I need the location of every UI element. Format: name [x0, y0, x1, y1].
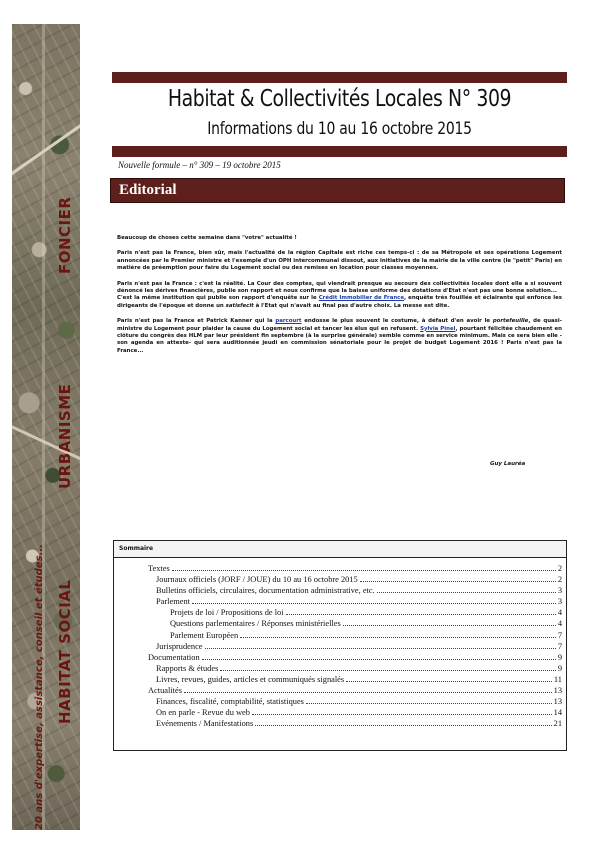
editorial-paragraph-2: Paris n'est pas la France, bien sûr, mais l'actualité de la région Capitale est riche ces temps-ci : de sa Métropole et ses opérations Logement annoncées par le Premier ministre et l'exemple d'un OPH intercommunal dissout, aux initiatives de la mairie de la ville centre (le "petit" Paris) en matière de préemption pour faire du Logement social ou des remises en location pour classes moyennes.	[117, 250, 562, 272]
toc-entry[interactable]: Textes 2	[148, 564, 562, 573]
sylvia-pinel-link[interactable]: Sylvia Pinel	[420, 325, 456, 332]
toc-entry[interactable]: Bulletins officiels, circulaires, documentation administrative, etc. 3	[156, 586, 562, 596]
toc-entry[interactable]: Parlement 3	[156, 597, 562, 607]
toc-entry[interactable]: Livres, revues, guides, articles et communiqués signalés 11	[156, 674, 562, 684]
sidebar-label-foncier: FONCIER	[56, 196, 74, 274]
parcourt-link[interactable]: parcourt	[275, 318, 302, 325]
credit-immobilier-link[interactable]: Crédit Immobilier de France	[318, 295, 405, 302]
toc-entry[interactable]: Jurisprudence 7	[156, 641, 562, 651]
toc-title: Sommaire	[119, 545, 154, 552]
header-bottom-bar	[112, 146, 567, 157]
toc-entry[interactable]: Projets de loi / Propositions de loi 4	[170, 608, 562, 618]
toc-entry[interactable]: Documentation 9	[148, 652, 562, 662]
editorial-body	[117, 235, 562, 363]
editorial-banner	[110, 178, 565, 203]
toc-entry[interactable]: Rapports & études 9	[156, 663, 562, 673]
editorial-paragraph-1: Beaucoup de choses cette semaine dans "votre" actualité !	[117, 235, 297, 241]
page-subtitle: Informations du 10 au 16 octobre 2015	[207, 119, 472, 139]
editorial-signature: Guy Lauréa	[490, 461, 526, 467]
toc-entry[interactable]: Questions parlementaires / Réponses ministérielles 4	[170, 619, 562, 629]
issue-line: Nouvelle formule – n° 309 – 19 octobre 2015	[118, 160, 281, 170]
header-top-bar	[112, 72, 567, 83]
toc-entry[interactable]: On en parle - Revue du web 14	[156, 708, 562, 718]
aerial-photo-strip	[12, 24, 80, 830]
editorial-heading: Editorial	[119, 182, 177, 198]
toc-list	[114, 563, 566, 729]
sidebar-tagline: 20 ans d'expertise, assistance, conseil et études...	[34, 544, 45, 830]
table-of-contents	[113, 540, 567, 751]
editorial-paragraph-5: Paris n'est pas la France et Patrick Kanner qui la parcourt endosse le plus souvent le costume, à défaut d'en avoir le portefeuille, de quasi-ministre du Logement pour plaider la cause du Logement social et tancer les élus qui en refusent. Sylvia Pinel, pourtant félicitée chaudement en clôture du congrès des HLM par leur président fin septembre (à la surprise générale) semble comme en service minimum. Mais ce sera bien elle - son agenda en atteste- qui sera auditionnée jeudi en commission sénatoriale pour le projet de budget Logement 2016 ! Paris n'est pas la France...	[117, 318, 563, 354]
page-title: Habitat & Collectivités Locales N° 309	[167, 86, 512, 112]
toc-entry[interactable]: Evénements / Manifestations 21	[156, 719, 562, 729]
toc-entry[interactable]: Actualités 13	[148, 686, 562, 696]
toc-entry[interactable]: Finances, fiscalité, comptabilité, statistiques 13	[156, 697, 562, 707]
toc-entry[interactable]: Journaux officiels (JORF / JOUE) du 10 au 16 octobre 2015 2	[156, 575, 562, 585]
editorial-paragraph-3: Paris n'est pas la France : c'est la réalité. La Cour des comptes, qui viendrait presque au secours des collectivités locales dont elle a si souvent dénoncé les dérives financières, publie son rapport et nous confirme que la baisse uniforme des dotations d'Etat n'est pas une bonne solution...	[117, 280, 562, 295]
toc-header	[114, 541, 566, 558]
sidebar-label-urbanisme: URBANISME	[56, 383, 74, 489]
sidebar-label-habitat-social: HABITAT SOCIAL	[56, 579, 74, 724]
toc-entry[interactable]: Parlement Européen 7	[170, 630, 562, 640]
editorial-paragraph-4: C'est la même institution qui publie son rapport d'enquête sur le Crédit Immobilier de France, enquête très fouillée et éclairante qui enfonce les dirigeants de l'époque et donne un satisfecit à l'Etat qui n'avait au final pas d'autre choix. La messe est dite.	[117, 295, 563, 309]
